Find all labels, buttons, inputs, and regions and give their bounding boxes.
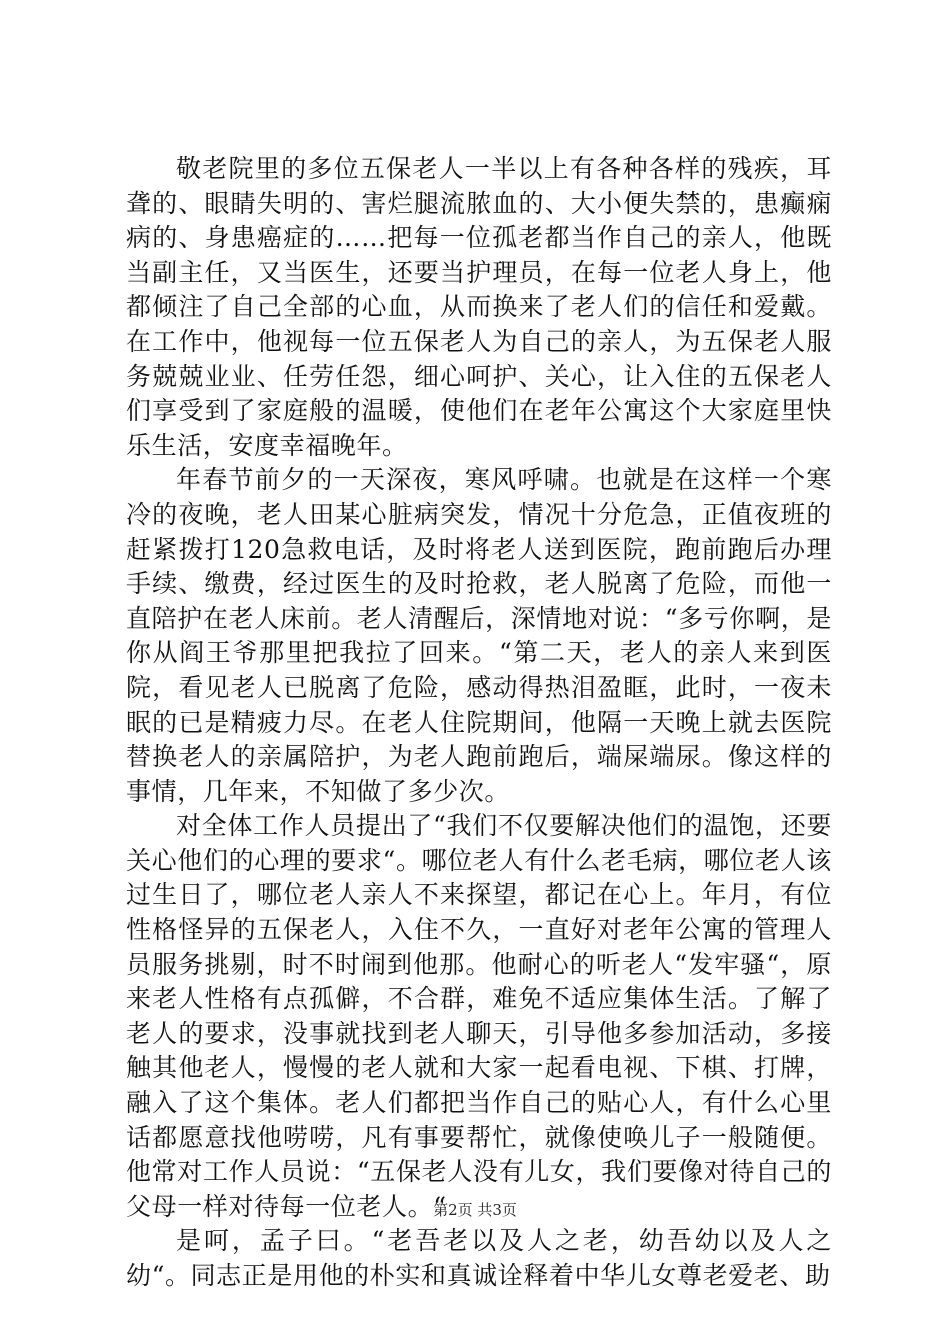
paragraph-4: 是呵，孟子曰。“老吾老以及人之老，幼吾幼以及人之幼“。同志正是用他的朴实和真诚诠释着中华儿女尊老爱老、助 — [126, 1226, 832, 1290]
paragraph-3: 对全体工作人员提出了“我们不仅要解决他们的温饱，还要关心他们的心理的要求“。哪位老人有什么老毛病，哪位老人该过生日了，哪位老人亲人不来探望，都记在心上。年月，有位性格怪异的五保老人，入住不久，一直好对老年公寓的管理人员服务挑剔，时不时闹到他那。他耐心的听老人“发牢骚“，原来老人性格有点孤僻，不合群，难免不适应集体生活。了解了老人的要求，没事就找到老人聊天，引导他多参加活动，多接触其他老人，慢慢的老人就和大家一起看电视、下棋、打牌，融入了这个集体。老人们都把当作自己的贴心人，有什么心里话都愿意找他唠唠，凡有事要帮忙，就像使唤儿子一般随便。他常对工作人员说：“五保老人没有儿女，我们要像对待自己的父母一样对待每一位老人。“ — [126, 811, 832, 1221]
page-footer: 第2页 共3页 — [433, 1201, 517, 1219]
document-body — [126, 152, 832, 1294]
paragraph-1: 敬老院里的多位五保老人一半以上有各种各样的残疾，耳聋的、眼睛失明的、害烂腿流脓血的、大小便失禁的，患癫痫病的、身患癌症的……把每一位孤老都当作自己的亲人，他既当副主任，又当医生，还要当护理员，在每一位老人身上，他都倾注了自己全部的心血，从而换来了老人们的信任和爱戴。在工作中，他视每一位五保老人为自己的亲人，为五保老人服务兢兢业业、任劳任怨，细心呵护、关心，让入住的五保老人们享受到了家庭般的温暖，使他们在老年公寓这个大家庭里快乐生活，安度幸福晚年。 — [126, 154, 832, 460]
paragraph-2: 年春节前夕的一天深夜，寒风呼啸。也就是在这样一个寒冷的夜晚，老人田某心脏病突发，情况十分危急，正值夜班的赶紧拨打120急救电话，及时将老人送到医院，跑前跑后办理手续、缴费，经过医生的及时抢救，老人脱离了危险，而他一直陪护在老人床前。老人清醒后，深情地对说：“多亏你啊，是你从阎王爷那里把我拉了回来。“第二天，老人的亲人来到医院，看见老人已脱离了危险，感动得热泪盈眶，此时，一夜未眠的已是精疲力尽。在老人住院期间，他隔一天晚上就去医院替换老人的亲属陪护，为老人跑前跑后，端屎端尿。像这样的事情，几年来，不知做了多少次。 — [126, 465, 832, 806]
